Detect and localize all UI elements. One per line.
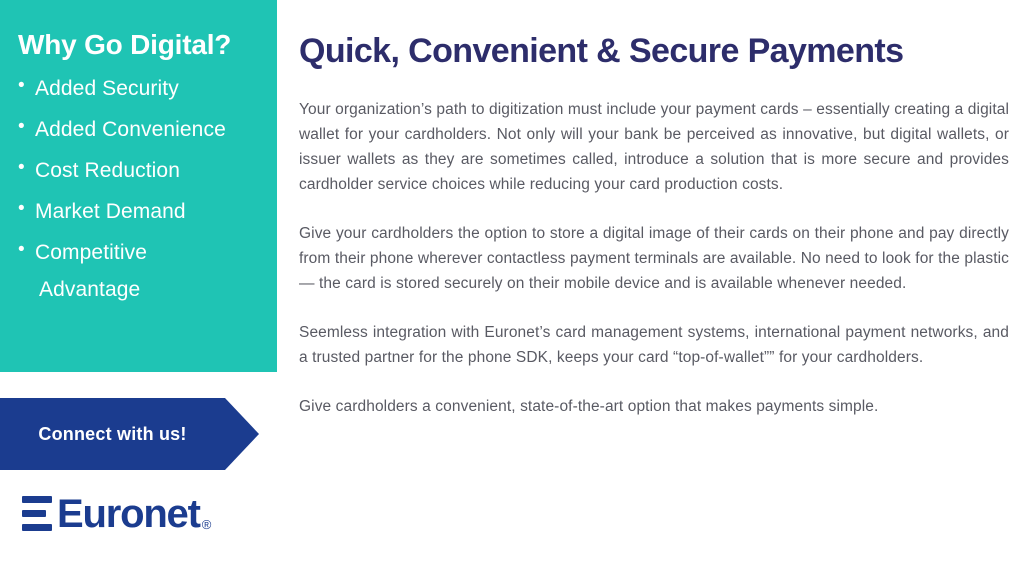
logo-wordmark: Euronet xyxy=(57,492,200,536)
list-item-label: Added Convenience xyxy=(35,117,226,141)
list-item-label: Competitive xyxy=(35,241,147,265)
left-column xyxy=(0,0,277,576)
list-item-label-continued: Advantage xyxy=(39,278,141,302)
panel-title: Why Go Digital? xyxy=(18,29,232,60)
arrow-right-icon xyxy=(225,398,259,470)
list-item-label: Cost Reduction xyxy=(35,158,180,182)
page-title: Quick, Convenient & Secure Payments xyxy=(299,32,904,70)
why-go-digital-panel xyxy=(0,0,277,372)
body-paragraph-1: Your organization’s path to digitization must include your payment cards – essentially creating a digital wallet for your cardholders. Not only will your bank be perceived as innovative, but digital wallets, or issuer wallets as they are sometimes called, introduce a solution that is more secure and provides cardholder service choices while reducing your card production costs. xyxy=(299,101,1009,194)
list-item xyxy=(18,77,259,100)
right-column xyxy=(299,0,1011,576)
registered-trademark-icon: ® xyxy=(201,517,212,532)
list-item xyxy=(18,118,259,141)
list-item-label: Market Demand xyxy=(35,200,186,224)
connect-banner-label: Connect with us! xyxy=(38,423,187,444)
list-item-label: Added Security xyxy=(35,76,179,100)
connect-with-us-banner[interactable] xyxy=(0,398,277,470)
euronet-e-icon xyxy=(22,494,52,534)
list-item xyxy=(18,200,259,223)
body-paragraph-4: Give cardholders a convenient, state-of-the-art option that makes payments simple. xyxy=(299,398,879,416)
list-item xyxy=(18,241,259,301)
body-paragraph-2: Give your cardholders the option to store a digital image of their cards on their phone and pay directly from their phone wherever contactless payment terminals are available. No need to look for the plastic— the card is stored securely on their mobile device and is available whenever needed. xyxy=(299,225,1009,293)
list-item xyxy=(18,159,259,182)
body-paragraph-3: Seemless integration with Euronet’s card management systems, international payment networks, and a trusted partner for the phone SDK, keeps your card “top-of-wallet”” for your cardholders. xyxy=(299,324,1009,367)
euronet-logo xyxy=(22,494,211,534)
benefits-list xyxy=(18,77,259,302)
